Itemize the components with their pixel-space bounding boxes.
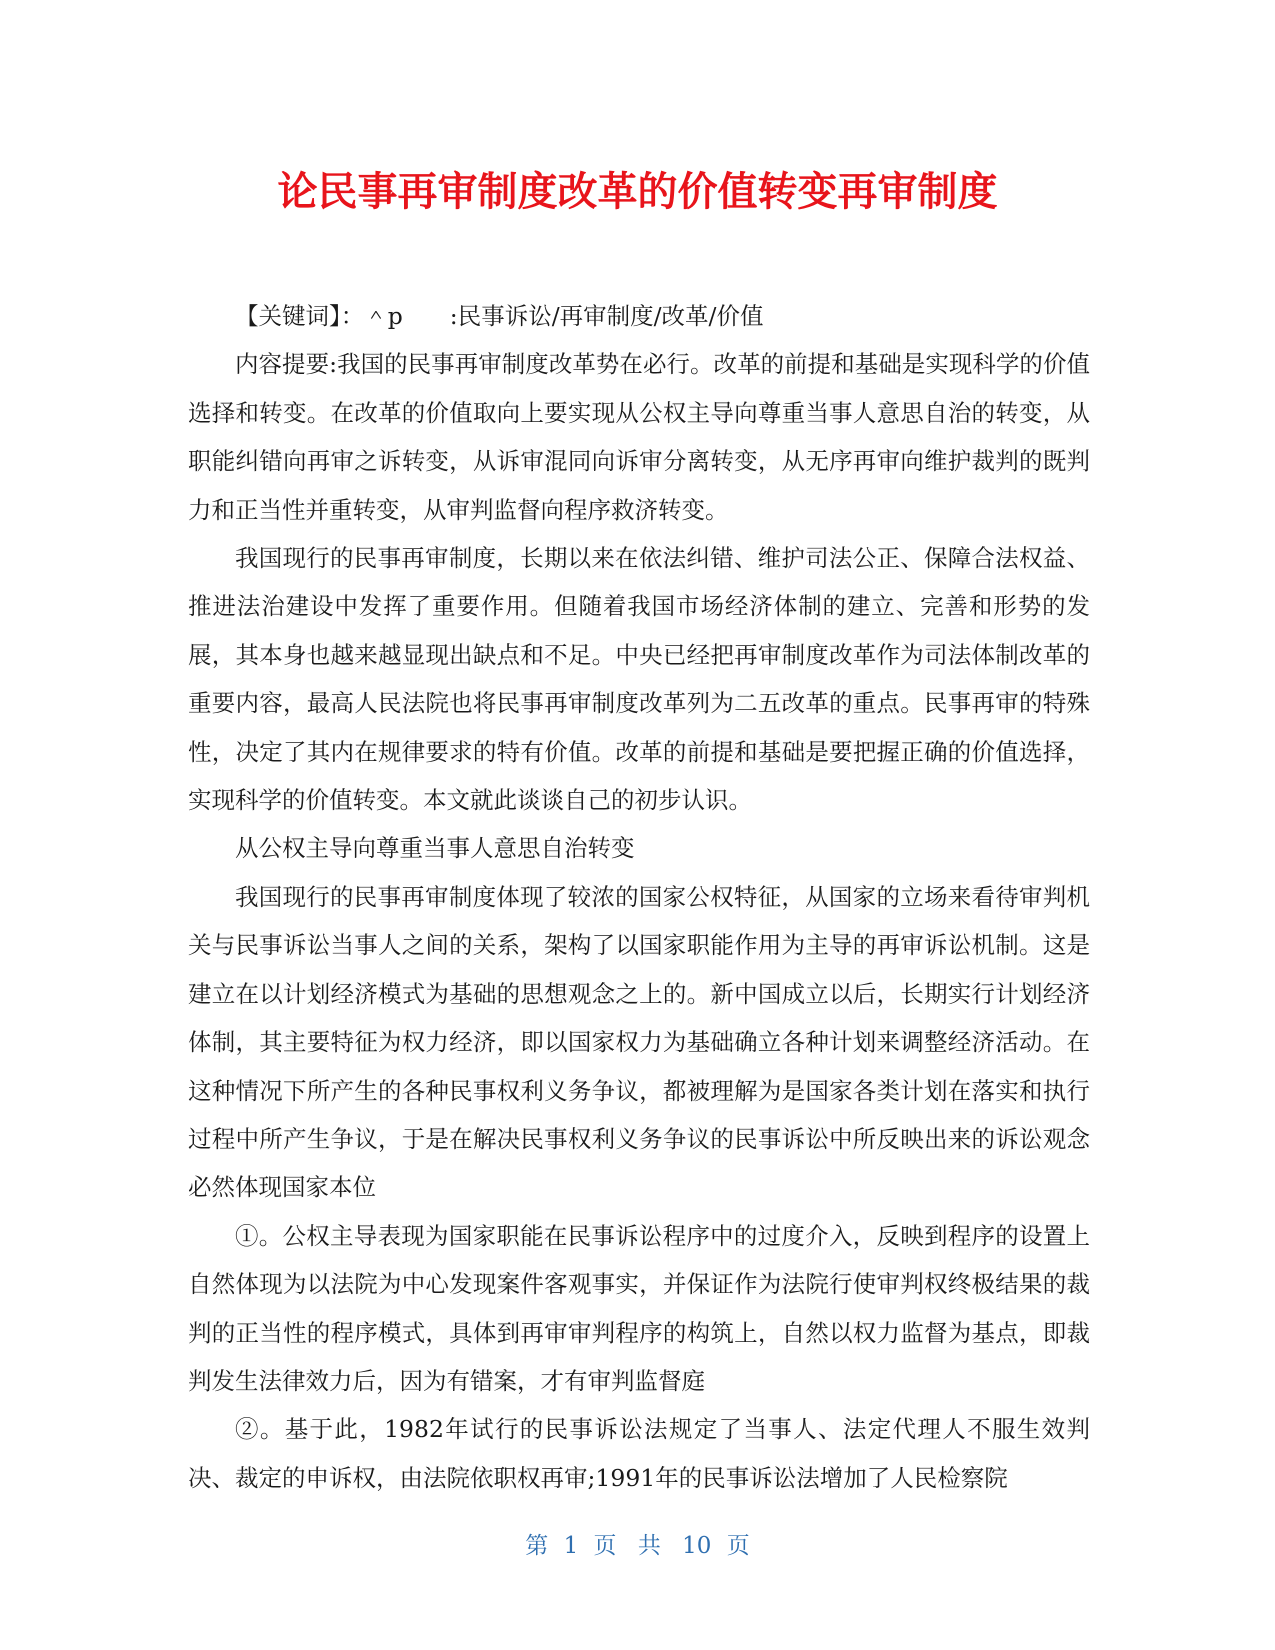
body-paragraph: 我国现行的民事再审制度，长期以来在依法纠错、维护司法公正、保障合法权益、推进法治建设中发挥了重要作用。但随着我国市场经济体制的建立、完善和形势的发展，其本身也越来越显现出缺点和不足。中央已经把再审制度改革作为司法体制改革的重要内容，最高人民法院也将民事再审制度改革列为二五改革的重点。民事再审的特殊性，决定了其内在规律要求的特有价值。改革的前提和基础是要把握正确的价值选择，实现科学的价值转变。本文就此谈谈自己的初步认识。 (188, 544, 1090, 815)
body-paragraph: ②。基于此，1982年试行的民事诉讼法规定了当事人、法定代理人不服生效判决、裁定的申诉权，由法院依职权再审;1991年的民事诉讼法增加了人民检察院 (188, 1415, 1090, 1492)
footer-page-word: 页 (593, 1533, 617, 1559)
body-paragraph: ①。公权主导表现为国家职能在民事诉讼程序中的过度介入，反映到程序的设置上自然体现为以法院为中心发现案件客观事实，并保证作为法院行使审判权终极结果的裁判的正当性的程序模式，具体到再审审判程序的构筑上，自然以权力监督为基点，即裁判发生法律效力后，因为有错案，才有审判监督庭 (188, 1221, 1090, 1395)
body-paragraph: 我国现行的民事再审制度体现了较浓的国家公权特征，从国家的立场来看待审判机关与民事诉讼当事人之间的关系，架构了以国家职能作用为主导的再审诉讼机制。这是建立在以计划经济模式为基础的思想观念之上的。新中国成立以后，长期实行计划经济体制，其主要特征为权力经济，即以国家权力为基础确立各种计划来调整经济活动。在这种情况下所产生的各种民事权利义务争议，都被理解为是国家各类计划在落实和执行过程中所产生争议，于是在解决民事权利义务争议的民事诉讼中所反映出来的诉讼观念必然体现国家本位 (188, 882, 1090, 1202)
document-title: 论民事再审制度改革的价值转变再审制度 (277, 169, 998, 215)
total-pages-number: 10 (682, 1533, 712, 1559)
section-heading: 从公权主导向尊重当事人意思自治转变 (235, 834, 635, 863)
footer-prefix: 第 (525, 1533, 549, 1559)
page-footer (0, 1527, 1275, 1560)
document-body (188, 292, 1090, 1502)
footer-total-word: 共 (637, 1533, 661, 1559)
current-page-number: 1 (563, 1533, 579, 1559)
footer-suffix: 页 (726, 1533, 750, 1559)
keywords-line: 【关键词】：＾p :民事诉讼/再审制度/改革/价值 (235, 302, 764, 330)
abstract-paragraph: 内容提要:我国的民事再审制度改革势在必行。改革的前提和基础是实现科学的价值选择和转变。在改革的价值取向上要实现从公权主导向尊重当事人意思自治的转变，从职能纠错向再审之诉转变，从诉审混同向诉审分离转变，从无序再审向维护裁判的既判力和正当性并重转变，从审判监督向程序救济转变。 (188, 350, 1090, 524)
